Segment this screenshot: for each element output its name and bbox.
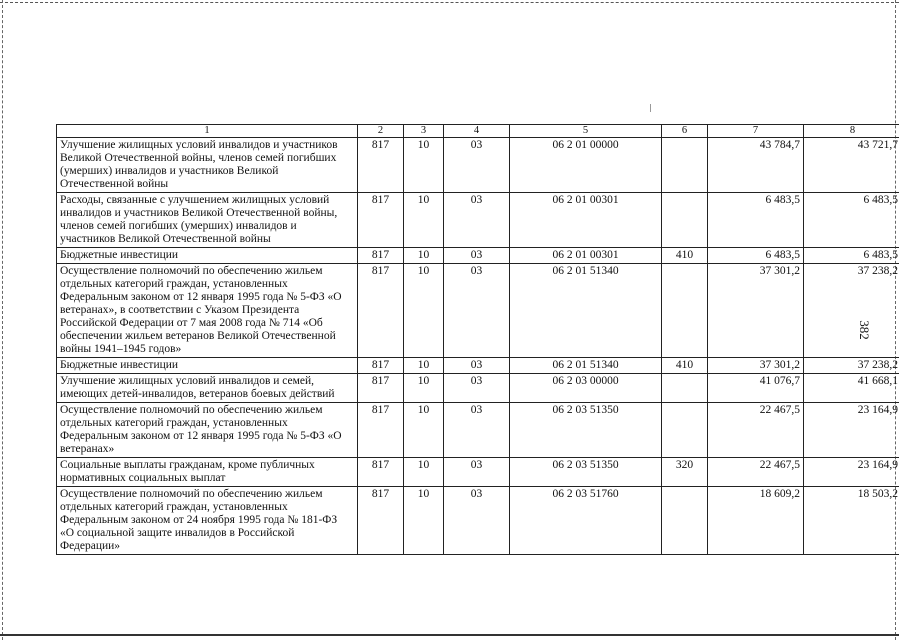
row-sum-8: 37 238,2: [804, 264, 899, 358]
row-description: Осуществление полномочий по обеспечению жильем отдельных категорий граждан, установленных Федеральным законом от 12 января 1995 года № 5-ФЗ «О ветеранах»: [57, 403, 358, 458]
row-sum-8: 23 164,9: [804, 458, 899, 487]
row-pr: 03: [444, 374, 510, 403]
row-description: Бюджетные инвестиции: [57, 248, 358, 264]
row-pr: 03: [444, 403, 510, 458]
table-row: [57, 403, 899, 458]
page-number: 382: [857, 320, 872, 340]
row-vr: [662, 403, 708, 458]
row-pr: 03: [444, 193, 510, 248]
row-pr: 03: [444, 487, 510, 555]
row-csr: 06 2 01 00000: [510, 138, 662, 193]
row-csr: 06 2 03 51760: [510, 487, 662, 555]
col-header-1: 1: [57, 125, 358, 138]
table-row: [57, 358, 899, 374]
row-description: Бюджетные инвестиции: [57, 358, 358, 374]
row-sum-8: 43 721,7: [804, 138, 899, 193]
col-header-4: 4: [444, 125, 510, 138]
row-vr: [662, 138, 708, 193]
scan-border-left: [2, 0, 3, 640]
scan-border-bottom: [0, 634, 899, 636]
row-rz: 10: [404, 138, 444, 193]
row-csr: 06 2 03 51350: [510, 458, 662, 487]
table-row: [57, 138, 899, 193]
row-vr: 320: [662, 458, 708, 487]
row-grbs: 817: [358, 248, 404, 264]
row-rz: 10: [404, 487, 444, 555]
table-header-row: [57, 125, 899, 138]
row-vr: [662, 487, 708, 555]
col-header-3: 3: [404, 125, 444, 138]
row-description: Социальные выплаты гражданам, кроме публичных нормативных социальных выплат: [57, 458, 358, 487]
row-grbs: 817: [358, 264, 404, 358]
row-pr: 03: [444, 138, 510, 193]
row-vr: 410: [662, 358, 708, 374]
row-rz: 10: [404, 403, 444, 458]
row-pr: 03: [444, 248, 510, 264]
row-sum-7: 37 301,2: [708, 264, 804, 358]
row-sum-8: 6 483,5: [804, 193, 899, 248]
row-grbs: 817: [358, 487, 404, 555]
table-row: [57, 487, 899, 555]
col-header-2: 2: [358, 125, 404, 138]
row-description: Улучшение жилищных условий инвалидов и участников Великой Отечественной войны, членов семей погибших (умерших) инвалидов и участников Великой Отечественной войны: [57, 138, 358, 193]
row-rz: 10: [404, 458, 444, 487]
col-header-5: 5: [510, 125, 662, 138]
row-sum-8: 37 238,2: [804, 358, 899, 374]
row-rz: 10: [404, 374, 444, 403]
row-grbs: 817: [358, 138, 404, 193]
row-vr: [662, 193, 708, 248]
row-rz: 10: [404, 358, 444, 374]
col-header-6: 6: [662, 125, 708, 138]
row-vr: [662, 264, 708, 358]
row-csr: 06 2 03 51350: [510, 403, 662, 458]
row-sum-7: 6 483,5: [708, 248, 804, 264]
row-csr: 06 2 01 00301: [510, 193, 662, 248]
row-vr: 410: [662, 248, 708, 264]
row-rz: 10: [404, 248, 444, 264]
row-pr: 03: [444, 458, 510, 487]
col-header-8: 8: [804, 125, 899, 138]
row-grbs: 817: [358, 193, 404, 248]
row-sum-7: 22 467,5: [708, 458, 804, 487]
row-vr: [662, 374, 708, 403]
row-sum-8: 18 503,2: [804, 487, 899, 555]
row-csr: 06 2 01 51340: [510, 264, 662, 358]
row-pr: 03: [444, 358, 510, 374]
table-row: [57, 248, 899, 264]
row-grbs: 817: [358, 374, 404, 403]
scan-border-top: [0, 2, 899, 3]
row-sum-7: 37 301,2: [708, 358, 804, 374]
row-csr: 06 2 03 00000: [510, 374, 662, 403]
row-description: Расходы, связанные с улучшением жилищных условий инвалидов и участников Великой Отечественной войны, членов семей погибших (умерших) инвалидов и участников Великой Отечественной войны: [57, 193, 358, 248]
row-sum-8: 41 668,1: [804, 374, 899, 403]
row-sum-7: 6 483,5: [708, 193, 804, 248]
scan-mark: [650, 104, 651, 112]
table-row: [57, 458, 899, 487]
table-row: [57, 264, 899, 358]
row-description: Улучшение жилищных условий инвалидов и семей, имеющих детей-инвалидов, ветеранов боевых действий: [57, 374, 358, 403]
row-sum-7: 22 467,5: [708, 403, 804, 458]
row-sum-7: 43 784,7: [708, 138, 804, 193]
row-pr: 03: [444, 264, 510, 358]
budget-table: [56, 124, 899, 555]
table-row: [57, 193, 899, 248]
row-csr: 06 2 01 00301: [510, 248, 662, 264]
row-sum-7: 18 609,2: [708, 487, 804, 555]
row-sum-7: 41 076,7: [708, 374, 804, 403]
row-grbs: 817: [358, 458, 404, 487]
row-rz: 10: [404, 264, 444, 358]
row-grbs: 817: [358, 358, 404, 374]
table-row: [57, 374, 899, 403]
row-sum-8: 23 164,9: [804, 403, 899, 458]
row-rz: 10: [404, 193, 444, 248]
col-header-7: 7: [708, 125, 804, 138]
row-csr: 06 2 01 51340: [510, 358, 662, 374]
row-sum-8: 6 483,5: [804, 248, 899, 264]
row-description: Осуществление полномочий по обеспечению жильем отдельных категорий граждан, установленных Федеральным законом от 24 ноября 1995 года № 181-ФЗ «О социальной защите инвалидов в Российской Федерации»: [57, 487, 358, 555]
row-grbs: 817: [358, 403, 404, 458]
row-description: Осуществление полномочий по обеспечению жильем отдельных категорий граждан, установленных Федеральным законом от 12 января 1995 года № 5-ФЗ «О ветеранах», в соответствии с Указом Президента Российской Федерации от 7 мая 2008 года № 714 «Об обеспечении жильем ветеранов Великой Отечественной войны 1941–1945 годов»: [57, 264, 358, 358]
